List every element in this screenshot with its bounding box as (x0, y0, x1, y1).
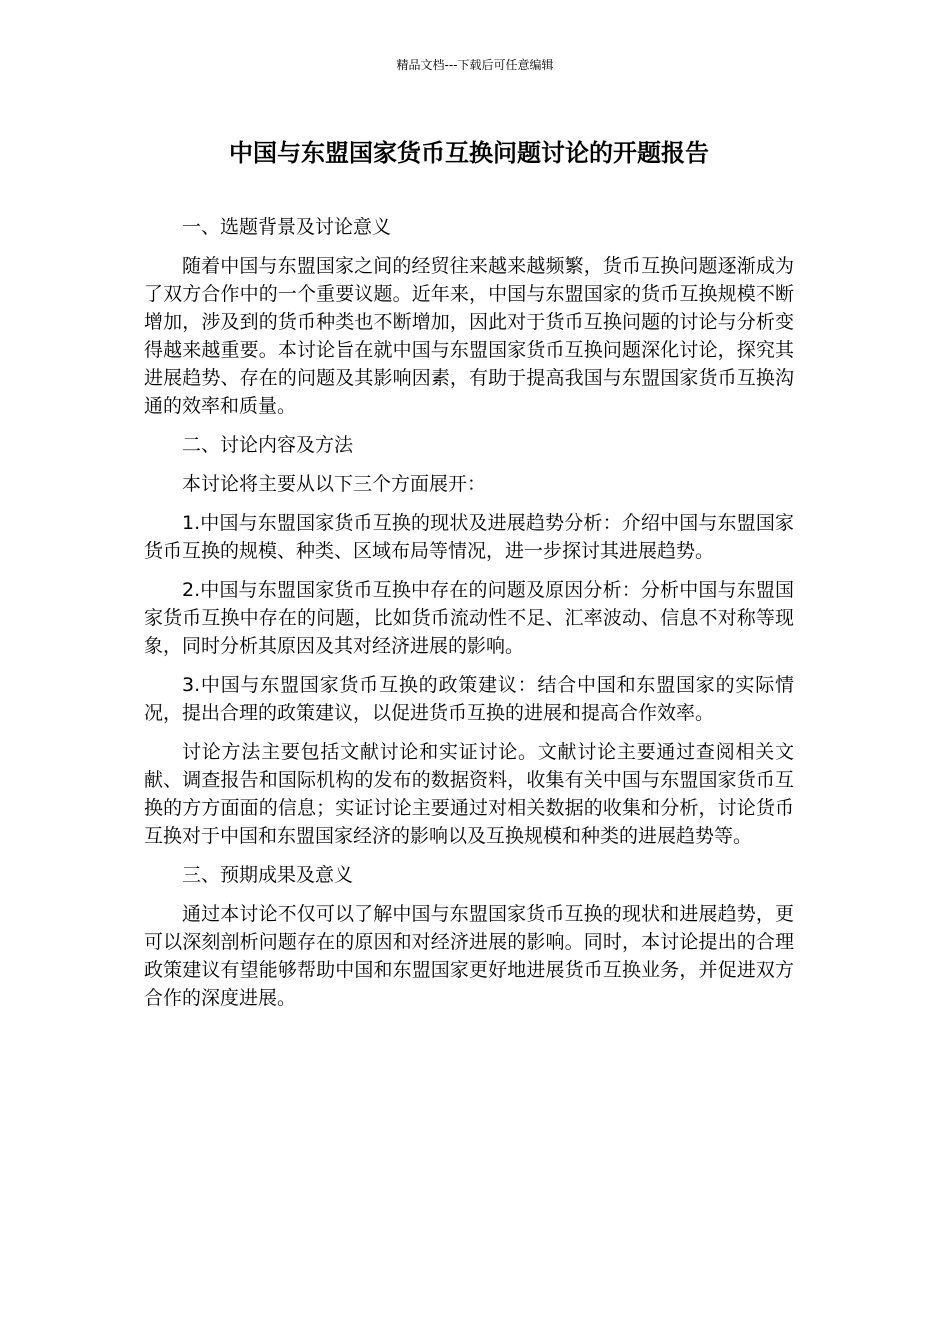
page-header: 精品文档---下载后可任意编辑 (396, 58, 554, 72)
list-item-3: 3.中国与东盟国家货币互换的政策建议：结合中国和东盟国家的实际情况，提出合理的政策建议，以促进货币互换的进展和提高合作效率。 (144, 674, 794, 724)
section-heading-3: 三、预期成果及意义 (182, 864, 354, 886)
section-heading-2: 二、讨论内容及方法 (182, 434, 354, 456)
paragraph-intro: 本讨论将主要从以下三个方面展开： (182, 473, 487, 495)
list-item-1: 1.中国与东盟国家货币互换的现状及进展趋势分析：介绍中国与东盟国家货币互换的规模、种类、区域布局等情况，进一步探讨其进展趋势。 (144, 512, 794, 562)
paragraph-outcomes: 通过本讨论不仅可以了解中国与东盟国家货币互换的现状和进展趋势，更可以深刻剖析问题存在的原因和对经济进展的影响。同时，本讨论提出的合理政策建议有望能够帮助中国和东盟国家更好地进展货币互换业务，并促进双方合作的深度进展。 (144, 903, 794, 1009)
paragraph-methods: 讨论方法主要包括文献讨论和实证讨论。文献讨论主要通过查阅相关文献、调查报告和国际机构的发布的数据资料，收集有关中国与东盟国家货币互换的方方面面的信息；实证讨论主要通过对相关数据的收集和分析，讨论货币互换对于中国和东盟国家经济的影响以及互换规模和种类的进展趋势等。 (144, 741, 794, 847)
document-title: 中国与东盟国家货币互换问题讨论的开题报告 (229, 139, 709, 167)
document-body (144, 135, 794, 1012)
list-item-2: 2.中国与东盟国家货币互换中存在的问题及原因分析：分析中国与东盟国家货币互换中存在的问题，比如货币流动性不足、汇率波动、信息不对称等现象，同时分析其原因及其对经济进展的影响。 (144, 579, 794, 657)
paragraph-background: 随着中国与东盟国家之间的经贸往来越来越频繁，货币互换问题逐渐成为了双方合作中的一个重要议题。近年来，中国与东盟国家的货币互换规模不断增加，涉及到的货币种类也不断增加，因此对于货币互换问题的讨论与分析变得越来越重要。本讨论旨在就中国与东盟国家货币互换问题深化讨论，探究其进展趋势、存在的问题及其影响因素，有助于提高我国与东盟国家货币互换沟通的效率和质量。 (144, 255, 794, 417)
section-heading-1: 一、选题背景及讨论意义 (182, 216, 392, 238)
